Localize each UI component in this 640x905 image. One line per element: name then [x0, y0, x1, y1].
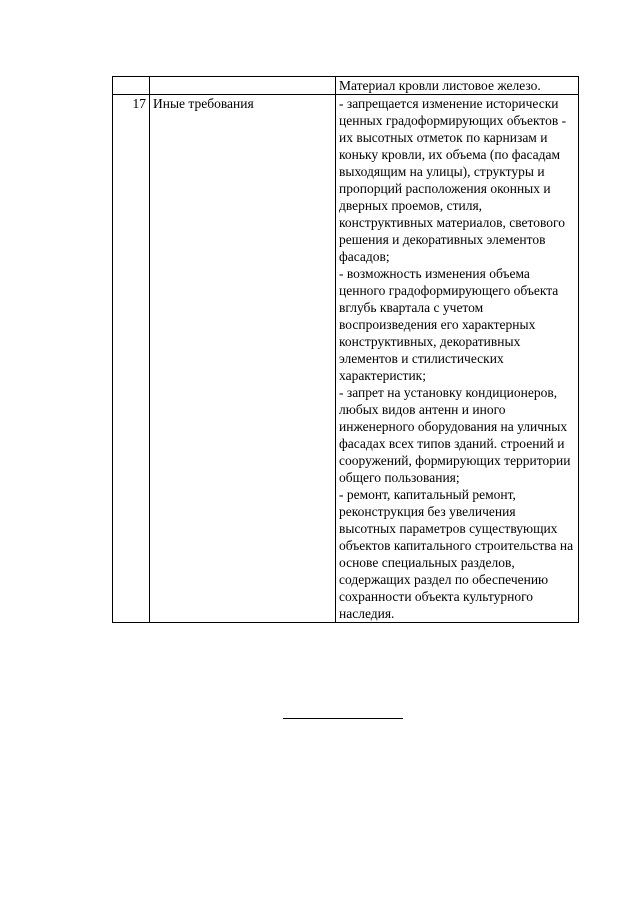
requirement-description-cell: Материал кровли листовое железо.	[336, 77, 579, 95]
table-row	[113, 77, 579, 95]
row-number-cell	[113, 77, 150, 95]
end-of-document-divider	[283, 718, 403, 719]
requirements-table	[112, 76, 579, 623]
requirement-description-cell	[336, 95, 579, 623]
requirement-name-cell	[150, 77, 336, 95]
requirement-paragraph: - запрещается изменение исторически ценных градоформирующих объектов - их высотных отметок по карнизам и коньку кровли, их объема (по фасадам выходящим на улицы), структуры и пропорций расположения оконных и дверных проемов, стиля, конструктивных материалов, светового решения и декоративных элементов фасадов;	[339, 96, 567, 264]
requirement-paragraph: - ремонт, капитальный ремонт, реконструкция без увеличения высотных параметров существующих объектов капитального строительства на основе специальных разделов, содержащих раздел по обеспечению сохранности объекта культурного наследия.	[339, 487, 574, 621]
row-number-cell: 17	[113, 95, 150, 623]
requirement-paragraph: - запрет на установку кондиционеров, любых видов антенн и иного инженерного оборудования на уличных фасадах всех типов зданий. строений и сооружений, формирующих территории общего пользования;	[339, 385, 571, 485]
requirement-paragraph: - возможность изменения объема ценного градоформирующего объекта вглубь квартала с учетом воспроизведения его характерных конструктивных, декоративных элементов и стилистических характеристик;	[339, 266, 559, 383]
requirement-name-cell: Иные требования	[150, 95, 336, 623]
table-row	[113, 95, 579, 623]
